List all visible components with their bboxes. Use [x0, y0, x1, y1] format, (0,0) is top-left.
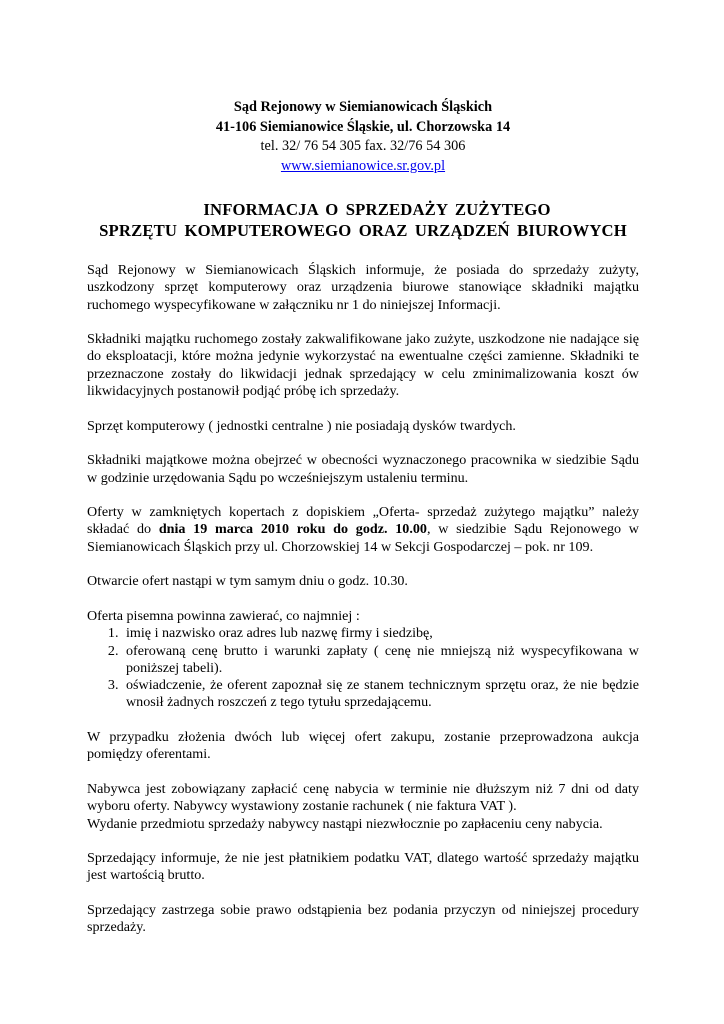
paragraph-withdrawal: Sprzedający zastrzega sobie prawo odstąpienia bez podania przyczyn od niniejszej procedury sprzedaży. [87, 901, 639, 936]
paragraph-inspection: Składniki majątkowe można obejrzeć w obecności wyznaczonego pracownika w siedzibie Sądu w godzinie urzędowania Sądu po wcześniejszym ustaleniu terminu. [87, 452, 639, 486]
offer-requirements-intro: Oferta pisemna powinna zawierać, co najmniej : [87, 607, 360, 624]
paragraph-intro: Sąd Rejonowy w Siemianowicach Śląskich informuje, że posiada do sprzedaży zużyty, uszkodzony sprzęt komputerowy oraz urządzenia biurowe stanowiące składniki majątku ruchomego wyspecyfikowane w załączniku nr 1 do niniejszej Informacji. [87, 262, 639, 313]
court-name: Sąd Rejonowy w Siemianowicach Śląskich [233, 99, 493, 115]
list-item: 2. oferowaną cenę brutto i warunki zapłaty ( cenę nie mniejszą niż wyspecyfikowana w poniższej tabeli). [122, 643, 639, 678]
court-address: 41-106 Siemianowice Śląskie, ul. Chorzowska 14 [215, 118, 511, 135]
paragraph-handover: Wydanie przedmiotu sprzedaży nabywcy nastąpi niezwłocznie po zapłaceniu ceny nabycia. [87, 815, 603, 832]
offer-requirements-list [87, 625, 639, 711]
document-title [87, 200, 639, 241]
offer-deadline-text-before: Oferty w zamkniętych kopertach z dopiskiem „Oferta- sprzedaż zużytego majątku” należy składać do [87, 504, 639, 538]
letterhead [87, 98, 639, 176]
offer-deadline-date: dnia 19 marca 2010 roku do godz. 10.00 [158, 521, 427, 538]
court-phone-fax: tel. 32/ 76 54 305 fax. 32/76 54 306 [260, 138, 466, 154]
paragraph-vat: Sprzedający informuje, że nie jest płatnikiem podatku VAT, dlatego wartość sprzedaży majątku jest wartością brutto. [87, 850, 639, 884]
list-item: 1. imię i nazwisko oraz adres lub nazwę firmy i siedzibę, [122, 625, 639, 642]
paragraph-offer-deadline [87, 504, 639, 556]
paragraph-opening: Otwarcie ofert nastąpi w tym samym dniu o godz. 10.30. [87, 573, 408, 590]
list-item: 3. oświadczenie, że oferent zapoznał się ze stanem technicznym sprzętu oraz, że nie będzie wnosił żadnych roszczeń z tego tytułu sprzedającemu. [122, 677, 639, 712]
title-line-2: SPRZĘTU KOMPUTEROWEGO ORAZ URZĄDZEŃ BIUROWYCH [99, 220, 627, 240]
paragraph-auction: W przypadku złożenia dwóch lub więcej ofert zakupu, zostanie przeprowadzona aukcja pomiędzy oferentami. [87, 729, 639, 763]
document-page [87, 98, 639, 937]
offer-deadline-text-after: , w siedzibie Sądu Rejonowego w Siemianowicach Śląskich przy ul. Chorzowskiej 14 w Sekcji Gospodarczej – pok. nr 109. [87, 521, 639, 555]
title-line-1: INFORMACJA O SPRZEDAŻY ZUŻYTEGO [203, 200, 551, 219]
paragraph-hard-drives: Sprzęt komputerowy ( jednostki centralne ) nie posiadają dysków twardych. [87, 417, 516, 434]
paragraph-payment: Nabywca jest zobowiązany zapłacić cenę nabycia w terminie nie dłuższym niż 7 dni od daty wyboru oferty. Nabywcy wystawiony zostanie rachunek ( nie faktura VAT ). [87, 780, 639, 815]
paragraph-classification: Składniki majątku ruchomego zostały zakwalifikowane jako zużyte, uszkodzone nie nadające się do eksploatacji, które można jedynie wykorzystać na ewentualne części zamienne. Składniki te przeznaczone zostały do likwidacji jednak sprzedający w celu zminimalizowania koszt ów likwidacyjnych postanowił podjąć próbę ich sprzedaży. [87, 331, 639, 400]
court-website-link[interactable]: www.siemianowice.sr.gov.pl [280, 157, 446, 174]
